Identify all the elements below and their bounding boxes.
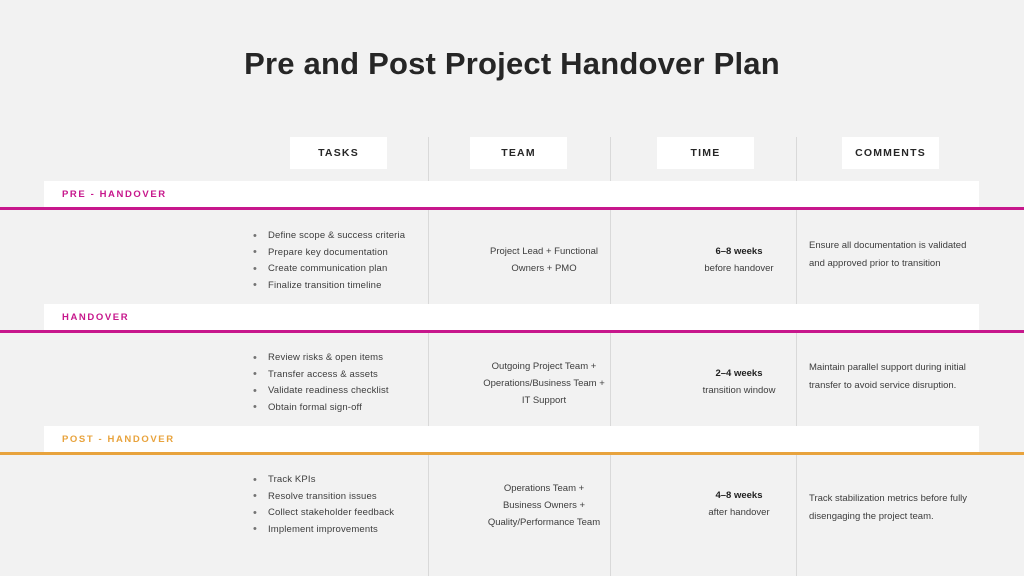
section-row-handover (44, 350, 979, 422)
time-note: before handover (704, 263, 774, 274)
team-line: Project Lead + Functional (490, 246, 598, 257)
column-header-label: COMMENTS (855, 147, 926, 159)
column-header-tasks (290, 137, 387, 169)
list-item: • Validate readiness checklist (249, 383, 464, 400)
time-note: transition window (702, 385, 776, 396)
section-band-pre-handover (44, 181, 979, 207)
tasks-cell (249, 228, 464, 294)
task-list (249, 228, 464, 294)
time-cell (644, 243, 834, 277)
tasks-cell (249, 472, 464, 538)
section-label: POST - HANDOVER (62, 433, 175, 445)
team-line: IT Support (521, 395, 567, 406)
list-item: • Track KPIs (249, 472, 464, 489)
section-band-handover (44, 304, 979, 330)
column-header-label: TASKS (318, 147, 359, 159)
task-list (249, 472, 464, 538)
list-item: • Transfer access & assets (249, 367, 464, 384)
comments-cell: Track stabilization metrics before fully disengaging the project team. (809, 493, 968, 522)
section-rule-handover (0, 330, 1024, 333)
time-cell (644, 365, 834, 399)
section-band-post-handover (44, 426, 979, 452)
team-line: Operations/Business Team + (483, 378, 605, 389)
time-value: 4–8 weeks (715, 490, 763, 501)
list-item: • Prepare key documentation (249, 245, 464, 262)
comments-cell: Maintain parallel support during initial transfer to avoid service disruption. (809, 362, 966, 391)
team-line: Business Owners + (502, 500, 586, 511)
team-cell (444, 243, 644, 277)
page-title: Pre and Post Project Handover Plan (244, 46, 780, 81)
team-cell (444, 480, 644, 531)
tasks-cell (249, 350, 464, 416)
section-label: HANDOVER (62, 311, 130, 323)
column-header-team (470, 137, 567, 169)
time-value: 2–4 weeks (715, 368, 763, 379)
list-item: • Collect stakeholder feedback (249, 505, 464, 522)
column-header-label: TIME (690, 147, 721, 159)
column-header-comments (842, 137, 939, 169)
list-item: • Resolve transition issues (249, 489, 464, 506)
section-rule-pre-handover (0, 207, 1024, 210)
list-item: • Finalize transition timeline (249, 278, 464, 295)
column-header-time (657, 137, 754, 169)
list-item: • Create communication plan (249, 261, 464, 278)
team-cell (444, 358, 644, 409)
section-label: PRE - HANDOVER (62, 188, 167, 200)
list-item: • Define scope & success criteria (249, 228, 464, 245)
list-item: • Implement improvements (249, 522, 464, 539)
time-note: after handover (708, 507, 770, 518)
column-header-label: TEAM (501, 147, 536, 159)
section-row-pre-handover (44, 228, 979, 300)
time-value: 6–8 weeks (715, 246, 763, 257)
task-list (249, 350, 464, 416)
team-line: Quality/Performance Team (487, 517, 601, 528)
team-line: Outgoing Project Team + (491, 361, 597, 372)
team-line: Operations Team + (503, 483, 585, 494)
section-row-post-handover (44, 472, 979, 552)
section-rule-post-handover (0, 452, 1024, 455)
list-item: • Obtain formal sign-off (249, 400, 464, 417)
comments-cell: Ensure all documentation is validated and approved prior to transition (809, 240, 967, 269)
time-cell (644, 487, 834, 521)
team-line: Owners + PMO (511, 263, 577, 274)
list-item: • Review risks & open items (249, 350, 464, 367)
